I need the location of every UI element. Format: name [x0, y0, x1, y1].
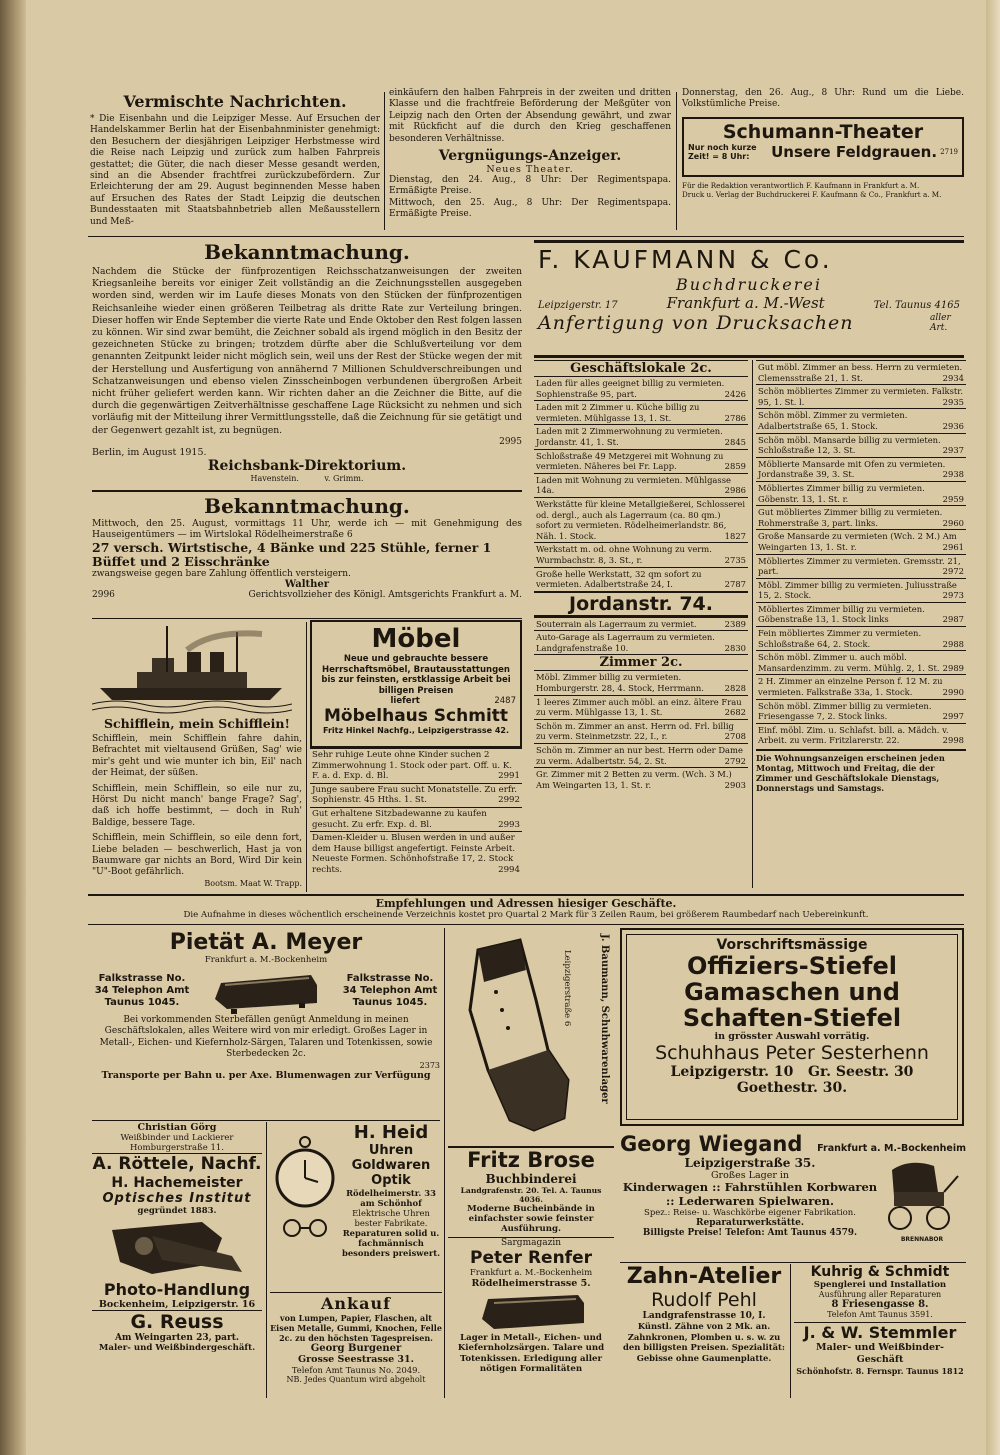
lokale-ad — [534, 424, 748, 448]
sesterhenn-l4: Schaften-Stiefel — [682, 1004, 902, 1032]
kuhrig-stemmler-column — [794, 1264, 966, 1398]
pietaet-city: Frankfurt a. M.-Bockenheim — [204, 955, 328, 965]
pram-illustration — [880, 1156, 964, 1236]
zimmer-col4-ad-number: 2937 — [942, 445, 964, 456]
small-ad — [310, 748, 522, 783]
column-rule — [444, 928, 445, 1128]
kaufmann-name: F. KAUFMANN & Co. — [538, 245, 833, 274]
poem-stanza-3: Schifflein, mein Schifflein, so eile denn fort, Liebe beladen — beschwerlich, Hast ja von Baumware gar nichts an Bord, Wird Dir kein "U"-Boot gefährlich. — [92, 833, 302, 878]
zimmer-col4-ad-number: 2959 — [942, 493, 964, 504]
small-ad — [310, 807, 522, 831]
renfer-addr: Rödelheimerstrasse 5. — [471, 1278, 591, 1289]
poem-block — [92, 622, 302, 894]
book-spine — [0, 0, 26, 1455]
bekanntmachung-number: 2995 — [499, 436, 522, 447]
stemmler-name: J. & W. Stemmler — [794, 1322, 966, 1342]
zimmer-col4-ad-number: 2972 — [942, 566, 964, 577]
pietaet-meyer-ad — [92, 930, 440, 1120]
column-rule — [266, 1122, 267, 1398]
zimmer-col4-ad — [756, 554, 966, 578]
zimmer-col4-ad-text: Gut möbliertes Zimmer billig zu vermieten. Rohmerstraße 3, part. links. — [758, 507, 943, 528]
pehl-zahn-atelier-ad — [620, 1264, 788, 1398]
theater-entry-2: Mittwoch, den 25. Aug., 8 Uhr: Der Regimentspapa. Ermäßigte Preise. — [389, 197, 671, 220]
lokale-ad — [534, 567, 748, 591]
col4-list — [756, 360, 966, 747]
theater-entry-1: Dienstag, den 24. Aug., 8 Uhr: Der Regimentspapa. Ermäßigte Preise. — [389, 175, 671, 197]
lokale-list — [534, 376, 748, 591]
wiegand-addr: Leipzigerstraße 35. — [684, 1156, 816, 1170]
zimmer-col4-ad-number: 2989 — [942, 662, 964, 673]
section-rule — [88, 236, 964, 237]
heid-extra: Elektrische Uhren bester Fabrikate. — [352, 1208, 430, 1228]
zimmer-col4-ad-number: 2973 — [942, 590, 964, 601]
moebelhaus-schmitt-ad — [310, 620, 522, 748]
lokale-ad-text: Große helle Werkstatt, 32 qm sofort zu vermieten. Adalbertstraße 24, I. — [536, 568, 702, 590]
small-ad — [310, 831, 522, 876]
zimmer-list — [534, 670, 748, 791]
section-rule — [88, 924, 964, 925]
zimmer-ad-number: 2792 — [724, 755, 746, 766]
zimmer-ad-text: 1 leeres Zimmer auch möbl. an einz. ältere Frau zu verm. Mühlgasse 13, 1. St. — [536, 696, 742, 718]
schumann-show: Unsere Feldgrauen. — [771, 142, 938, 161]
small-ad-text: Damen-Kleider u. Blusen werden in und außer dem Hause billigst angefertigt. Feinste Arbeit. Neueste Formen. Schönhofstraße 17, 2. Stock rechts. — [312, 833, 516, 875]
jordan-text: Souterrain als Lagerraum zu vermiet. — [536, 618, 697, 629]
zimmer-title: Zimmer 2c. — [534, 654, 748, 670]
heid-items: Uhren Goldwaren Optik — [351, 1143, 431, 1188]
zimmer-col4-ad — [756, 529, 966, 553]
kaufmann-sub: Buchdruckerei — [676, 275, 822, 294]
reuss-addr: Am Weingarten 23, part. — [114, 1333, 240, 1343]
impressum-2: Druck u. Verlag der Buchdruckerei F. Kaufmann & Co., Frankfurt a. M. — [682, 189, 942, 199]
renfer-name: Peter Renfer — [470, 1248, 592, 1268]
poem-stanza-1: Schifflein, mein Schifflein fahre dahin, Befrachtet mit vieltausend Grüßen, Sag' wie mir's geht und wie munter ich bin, Eil' nach der Heimat, der süßen. — [92, 734, 302, 779]
zimmer-col4-ad-text: Schön möbl. Zimmer zu vermieten. Adalbertstraße 65, 1. Stock. — [758, 410, 908, 431]
zimmer-col4-ad-text: Gut möbl. Zimmer an bess. Herrn zu vermieten. Clemensstraße 21, 1. St. — [758, 362, 963, 383]
small-ad — [310, 783, 522, 807]
page-edge — [986, 0, 1000, 1455]
zimmer-col4-ad-text: Schön möbliertes Zimmer zu vermieten. Falkstr. 95, 1. St. l. — [758, 386, 964, 407]
small-ad-number: 2992 — [498, 795, 520, 806]
wiegand-spez: Spez.: Reise- u. Waschkörbe eigener Fabrikation. — [644, 1208, 856, 1218]
stemmler-addr: Schönhofstr. 8. Fernspr. Taunus 1812 — [796, 1366, 964, 1376]
donnerstag-entry: Donnerstag, den 26. Aug., 8 Uhr: Rund um die Liebe. Volkstümliche Preise. — [682, 88, 964, 110]
section-rule — [270, 1292, 442, 1293]
geschaeftslokale-column — [534, 360, 748, 890]
small-ad-text: Sehr ruhige Leute ohne Kinder suchen 2 Zimmerwohnung 1. Stock oder part. Off. u. K. F. a. d. Exp. d. Bl. — [312, 750, 513, 782]
zimmer-col4-ad-text: Einf. möbl. Zim. u. Schlafst. bill. a. Mädch. v. Arbeit. zu verm. Fritzlarerstr. 22. — [758, 724, 949, 746]
bekanntmachung-place: Berlin, im August 1915. — [92, 446, 207, 458]
coffin-illustration-2 — [448, 1289, 608, 1333]
theater-name: Neues Theater. — [486, 164, 574, 176]
lokale-ad-text: Werkstätte für kleine Metallgießerei, Schlosserei od. dergl., auch als Lagerraum (ca. 80 qm.) sofort zu vermieten. Rödelheimerlandstr. 86, Näh. 1. Stock. — [536, 498, 746, 541]
baumann-name: J. Baumann, Schuhwarenlager — [599, 934, 610, 1104]
zimmer-col4-ad — [756, 674, 966, 698]
kuhrig-name: Kuhrig & Schmidt — [810, 1264, 950, 1280]
jordan-heading: Jordanstr. 74. — [534, 591, 748, 617]
heid-repair: Reparaturen solid u. fachmännisch besonders preiswert. — [341, 1228, 441, 1258]
garage-number: 2830 — [724, 642, 746, 653]
sesterhenn-l3: Gamaschen und — [684, 978, 900, 1006]
wiegand-city: Frankfurt a. M.-Bockenheim — [817, 1143, 966, 1154]
zimmer-col4-ad-text: 2 H. Zimmer an einzelne Person f. 12 M. zu vermieten. Falkstraße 33a, 1. Stock. — [758, 676, 943, 698]
section-rule — [88, 894, 964, 896]
stemmler-sub: Maler- und Weißbinder-Geschäft — [816, 1342, 944, 1365]
zimmer-col4-ad — [756, 505, 966, 529]
zimmer-col4-ad — [756, 699, 966, 723]
zimmer-ad — [534, 695, 748, 719]
moebel-address: Fritz Hinkel Nachfg., Leipzigerstrasse 42. — [322, 726, 510, 735]
pietaet-number: 2373 — [419, 1060, 440, 1070]
moebel-title: Möbel — [371, 624, 461, 654]
ankauf-addr: Grosse Seestrasse 31. — [298, 1354, 414, 1365]
zimmer-col4-ad — [756, 457, 966, 481]
roettele-column — [92, 1122, 262, 1398]
zimmer-col4-ad — [756, 723, 966, 747]
zimmer-col4-ad-text: Möbl. Zimmer billig zu vermieten. Juliusstraße 15, 2. Stock. — [758, 579, 957, 601]
zimmer-col4-ad — [756, 360, 966, 384]
sesterhenn-l2: Offiziers-Stiefel — [687, 952, 897, 980]
small-ad-text: Junge saubere Frau sucht Monatstelle. Zu erfr. Sophienstr. 45 Hths. 1. St. — [312, 784, 517, 806]
moebel-geliefert: liefert — [390, 696, 420, 706]
section-rule — [92, 618, 522, 619]
zimmer-col4-ad-number: 2990 — [942, 687, 964, 698]
lokale-ad — [534, 376, 748, 400]
baumann-address: Leipzigerstraße 6 — [562, 950, 572, 1027]
zimmer-col4-ad — [756, 408, 966, 432]
lokale-ad-number: 2786 — [724, 412, 746, 423]
jordan-ad — [534, 617, 748, 631]
bekanntmachung-versteigerung — [92, 494, 522, 616]
lokale-ad-text: Laden mit 2 Zimmerwohnung zu vermieten. Jordanstr. 41, 1. St. — [536, 426, 723, 447]
versteigerung-title: Bekanntmachung. — [204, 494, 410, 518]
vermischte-nachrichten — [90, 92, 380, 237]
vergnuegungs-column — [389, 88, 671, 236]
small-ad-number: 2994 — [498, 864, 520, 875]
column-rule — [384, 92, 385, 230]
zimmer-col4-ad-number: 2934 — [942, 372, 964, 383]
column-rule — [444, 1128, 445, 1398]
zimmer-col4-ad-number: 2936 — [942, 420, 964, 431]
zimmer-col4-ad — [756, 602, 966, 626]
lokale-ad — [534, 497, 748, 542]
kuhrig-tel: Telefon Amt Taunus 3591. — [827, 1310, 933, 1319]
lokale-ad-text: Laden mit Wohnung zu vermieten. Mühlgasse 14a. — [536, 474, 731, 496]
garage-ad — [534, 630, 748, 654]
poem-author: Bootsm. Maat W. Trapp. — [204, 878, 302, 888]
schumann-left: Nur noch kurze Zeit! = 8 Uhr: — [688, 142, 757, 161]
zimmer-col4-ad-number: 2987 — [942, 614, 964, 625]
zimmer-col4-ad-text: Möbliertes Zimmer billig zu vermieten. Göbenstr. 13, 1. St. r. — [758, 482, 925, 504]
zimmer-col4-ad-text: Fein möbliertes Zimmer zu vermieten. Schloßstraße 64, 2. Stock. — [758, 628, 922, 649]
kaufmann-buchdruckerei-ad — [534, 240, 964, 358]
lokale-ad-number: 2426 — [724, 388, 746, 399]
vermischte-text: * Die Eisenbahn und die Leipziger Messe. Auf Ersuchen der Handelskammer Berlin hat der Eisenbahnminister genehmigt: den Besuchern der diesjährigen Leipziger Herbstmesse wird die Reise nach Leipzig und zurück zum halben Fahrpreis gestattet; die Güter, die nach dieser Messe gesandt werden, sind an die Absender frachtfrei zurückzubefördern. Zur Erleichterung der am 29. August beginnenden Messe haben auf Ersuchen des Rates der Stadt Leipzig die deutschen Bundesstaaten mit Staatsbahnbetrieb allen Meßausstellern und Meß- — [90, 114, 380, 227]
small-ads-list — [310, 748, 522, 877]
roettele-owner: H. Hachemeister — [111, 1175, 243, 1191]
vergnuegungs-title: Vergnügungs-Anzeiger. — [438, 148, 622, 165]
zimmer-ad — [534, 670, 748, 694]
bekanntmachung-text: Nachdem die Stücke der fünfprozentigen Reichsschatzanweisungen der zweiten Kriegsanleihe bereits vor einiger Zeit vollständig an die Zeichnungsstellen ausgegeben worden sind, werden wir im Laufe dieses Monats von den Stücken der fünfprozentigen Reichsanleihe wieder einen größeren Teilbetrag als dritte Rate zur Verteilung bringen. Dieser hoffen wir Ende September die vierte Rate und Ende Oktober den Rest folgen lassen zu können. Wir sind zwar bemüht, die Zeichner sobald als irgend möglich in den Besitz der gezeichneten Stücke zu bringen; trotzdem dürfte aber die Schlußverteilung vor dem genannten Zeitpunkt leider nicht möglich sein, weil uns der Rest der Stücke wegen der mit der Herstellung und Ausfertigung von annähernd 7 Millionen Schuldverschreibungen und Schatzanweisungen und ebenso vielen Zinsscheinbogen verbundenen übergroßen Arbeit nicht früher geliefert werden kann. Wir richten daher an die Zeichner die Bitte, auf die durch die gegenwärtigen Zeitverhältnisse geschaffene Lage Rücksicht zu nehmen und sich vorläufig mit der Mitteilung ihrer Vermittlungsstelle, daß die Zeichnung für sie getätigt und der Gegenwert gezahlt ist, zu begnügen. — [92, 266, 522, 436]
section-rule — [620, 1262, 966, 1263]
vermischte-title: Vermischte Nachrichten. — [123, 92, 347, 111]
lokale-ad-number: 2735 — [724, 554, 746, 565]
wiegand-rep: Reparaturwerkstätte. — [695, 1218, 805, 1228]
ankauf-tel: Telefon Amt Taunus No. 2049. — [291, 1365, 421, 1375]
ankauf-nb: NB. Jedes Quantum wird abgeholt — [286, 1375, 426, 1384]
zimmer-ad-number: 2682 — [724, 707, 746, 718]
lokale-ad-number: 2845 — [724, 436, 746, 447]
roettele-name: A. Röttele, Nachf. — [92, 1154, 262, 1174]
sesterhenn-l6: Schuhhaus Peter Sesterhenn — [655, 1042, 929, 1064]
zimmer-col4-ad-number: 2988 — [942, 638, 964, 649]
kaufmann-tel: Tel. Taunus 4165 — [873, 300, 960, 311]
heid-addr: Rödelheimerstr. 33 am Schönhof — [346, 1188, 436, 1208]
empfehlungen-header — [88, 897, 964, 923]
brose-sub: Buchbinderei — [485, 1172, 577, 1186]
zimmer-ad-text: Möbl. Zimmer billig zu vermieten. Homburgerstr. 28, 4. Stock, Herrmann. — [536, 672, 704, 694]
versteigerung-role: Gerichtsvollzieher des Königl. Amtsgerichts Frankfurt a. M. — [248, 589, 522, 600]
lokale-ad — [534, 449, 748, 473]
wiegand-items: Kinderwagen :: Fahrstühlen Korbwaren :: Lederwaren Spielwaren. — [622, 1180, 878, 1208]
sesterhenn-l7: Leipzigerstr. 10 Gr. Seestr. 30 — [670, 1064, 914, 1080]
wiegand-lager: Großes Lager in — [710, 1170, 790, 1181]
bekanntmachung-title: Bekanntmachung. — [204, 240, 410, 264]
kuhrig-text: Ausführung aller Reparaturen — [818, 1290, 942, 1299]
goerg-text: Weißbinder und Lackierer Homburgerstraße 11. — [120, 1133, 234, 1153]
schumann-theater-ad — [682, 117, 964, 177]
ankauf-title: Ankauf — [320, 1294, 391, 1313]
battleship-illustration — [92, 622, 292, 714]
column-rule — [752, 360, 753, 888]
versteigerung-number: 2996 — [92, 589, 115, 600]
kaufmann-addr-left: Leipzigerstr. 17 — [538, 300, 618, 311]
wohnungs-note: Die Wohnungsanzeigen erscheinen jeden Montag, Mittwoch und Freitag, die der Zimmer und Geschäftslokale Dienstags, Donnerstags und Samstags. — [756, 749, 966, 793]
theater-column — [682, 88, 964, 236]
lokale-ad-number: 2787 — [724, 579, 746, 590]
continued-text: einkäufern den halben Fahrpreis in der zweiten und dritten Klasse und die frachtfreie Beförderung der Meßgüter von Leipzig nach den Orten der Absendung gewährt, und zwar mit Rückficht auf die durch den Krieg geschaffenen besonderen Verhältnisse. — [389, 88, 671, 144]
brose-name: Fritz Brose — [448, 1146, 614, 1172]
versteigerung-name: Walther — [284, 578, 330, 590]
heid-name: H. Heid — [353, 1122, 429, 1143]
brose-renfer-column — [448, 1146, 614, 1398]
zimmer-ad-number: 2828 — [724, 683, 746, 694]
sesterhenn-l8: Goethestr. 30. — [736, 1080, 848, 1096]
pehl-text: Künstl. Zähne von 2 Mk. an. Zahnkronen, Plomben u. s. w. zu den billigsten Preisen. Spezialität: Gebisse ohne Gaumenplatte. — [623, 1321, 785, 1363]
pietaet-foot: Transporte per Bahn u. per Axe. Blumenwagen zur Verfügung — [101, 1069, 431, 1081]
lokale-ad-text: Werkstatt m. od. ohne Wohnung zu verm. Wurmbachstr. 8, 3. St., r. — [536, 544, 712, 565]
zimmer-col4-ad-number: 2938 — [942, 469, 964, 480]
zimmer-ad — [534, 719, 748, 743]
jordan-number: 2389 — [724, 618, 746, 629]
photo-name: Photo-Handlung — [103, 1280, 251, 1299]
versteigerung-text: Mittwoch, den 25. August, vormittags 11 Uhr, werde ich — mit Genehmigung des Hauseigentümers — im Wirtslokal Rödelheimerstraße 6 — [92, 518, 522, 541]
sesterhenn-ad — [620, 928, 964, 1126]
zimmer-col4-ad — [756, 384, 966, 408]
renfer-city: Frankfurt a. M.-Bockenheim — [469, 1268, 593, 1278]
pietaet-text: Bei vorkommenden Sterbefällen genügt Anmeldung in meinen Geschäftslokalen, alles Weitere wird von mir erledigt. Großes Lager in Metall-, Eichen- und Kiefernholz-Särgen, Talaren und Totenkissen, sowie Sterbedecken 2c. — [99, 1015, 433, 1060]
camera-illustration — [92, 1216, 262, 1280]
zimmer-col4-ad — [756, 626, 966, 650]
small-ad-text: Gut erhaltene Sitzbadewanne zu kaufen gesucht. Zu erfr. Exp. d. Bl. — [312, 808, 487, 830]
section-rule — [92, 490, 522, 492]
zimmer-ad — [534, 767, 748, 791]
heid-ad — [270, 1122, 442, 1292]
kaufmann-slogan: Anfertigung von Drucksachen — [538, 312, 854, 334]
pietaet-left: Falkstrasse No. 34 Telephon Amt Taunus 1045. — [94, 973, 190, 1008]
pietaet-right: Falkstrasse No. 34 Telephon Amt Taunus 1045. — [342, 973, 438, 1008]
lokale-ad — [534, 400, 748, 424]
empfehlungen-title: Empfehlungen und Adressen hiesiger Geschäfte. — [375, 897, 677, 910]
zimmer-col4-ad-text: Schön möbl. Zimmer u. auch möbl. Mansardenzimm. zu verm. Mühlg. 2, 1. St. — [758, 652, 940, 673]
zimmer-col4-ad-number: 2998 — [942, 735, 964, 746]
column-rule — [790, 1264, 791, 1398]
kaufmann-aller: aller Art. — [930, 313, 951, 333]
zimmer-col4-ad — [756, 481, 966, 505]
pehl-title: Zahn-Atelier — [626, 1264, 782, 1289]
zimmer-col4-ad-text: Große Mansarde zu vermieten (Wch. 2 M.) Am Weingarten 13, 1. St. r. — [758, 531, 957, 552]
column-rule — [676, 92, 677, 230]
moebel-text: Neue und gebrauchte bessere Herrschaftsmöbel, Brautausstattungen bis zur feinsten, erstklassige Arbeit bei billigen Preisen — [321, 654, 511, 696]
kuhrig-sub: Spenglerei und Installation — [813, 1280, 947, 1290]
section-rule — [92, 1120, 440, 1121]
renfer-sub: Sargmagazin — [448, 1237, 614, 1248]
lokale-ad-number: 1827 — [724, 530, 746, 541]
ankauf-text: von Lumpen, Papier, Flaschen, alt Eisen Metalle, Gummi, Knochen, Felle 2c. zu den höchsten Tagespreisen. — [270, 1313, 442, 1343]
impressum-1: Für die Redaktion verantwortlich F. Kaufmann in Frankfurt a. M. — [682, 180, 920, 190]
zimmer-ad-number: 2708 — [724, 731, 746, 742]
wiegand-brand: BRENNABOR — [900, 1236, 944, 1243]
zimmer-col4-ad — [756, 650, 966, 674]
pocket-watch-illustration — [272, 1132, 338, 1240]
lokale-ad — [534, 473, 748, 497]
sesterhenn-l1: Vorschriftsmässige — [716, 937, 868, 953]
lokale-ad-number: 2986 — [724, 485, 746, 496]
column-rule — [306, 622, 307, 892]
zimmer-col4-ad-number: 2961 — [942, 541, 964, 552]
pietaet-title: Pietät A. Meyer — [169, 930, 363, 955]
zimmer-col4-ad-number: 2997 — [942, 711, 964, 722]
reuss-name: G. Reuss — [92, 1310, 262, 1333]
schumann-title: Schumann-Theater — [722, 120, 924, 143]
ankauf-name: Georg Burgener — [310, 1343, 402, 1354]
wiegand-ad — [620, 1132, 966, 1262]
small-ad-number: 2991 — [498, 771, 520, 782]
kaufmann-addr-mid: Frankfurt a. M.-West — [666, 294, 825, 312]
zimmer-col4-ad-text: Möblierte Mansarde mit Ofen zu vermieten. Jordanstraße 39, 3. St. — [758, 458, 946, 480]
poem-title: Schifflein, mein Schifflein! — [103, 716, 290, 731]
photo-addr: Bockenheim, Leipzigerstr. 16 — [98, 1299, 256, 1310]
zimmer-col4-ad-text: Schön möbl. Zimmer billig zu vermieten. Friesengasse 7, 2. Stock links. — [758, 700, 932, 722]
bekanntmachung-reichsbank — [92, 240, 522, 490]
lokale-ad-text: Laden mit 2 Zimmer u. Küche billig zu vermieten. Mühlgasse 13, 1. St. — [536, 402, 700, 423]
wiegand-tel: Billigste Preise! Telefon: Amt Taunus 4579. — [642, 1228, 858, 1238]
reichsbank-names: Havenstein. v. Grimm. — [250, 473, 364, 483]
zimmer-ad — [534, 743, 748, 767]
pehl-name: Rudolf Pehl — [651, 1289, 757, 1311]
roettele-sub: Optisches Institut — [102, 1191, 252, 1206]
zimmer-column — [756, 360, 966, 890]
goerg-name: Christian Görg — [137, 1122, 217, 1133]
zimmer-col4-ad-text: Möbliertes Zimmer billig zu vermieten. Göbenstraße 13, 1. Stock links — [758, 603, 925, 625]
baumann-shoe-ad — [448, 930, 614, 1142]
zimmer-col4-ad-text: Möbliertes Zimmer zu vermieten. Gremsstr. 21, part. — [758, 555, 961, 577]
moebel-number: 2487 — [494, 696, 516, 706]
lokale-title: Geschäftslokale 2c. — [534, 360, 748, 376]
zimmer-col4-ad — [756, 578, 966, 602]
pehl-addr: Landgrafenstrasse 10, I. — [642, 1311, 766, 1321]
renfer-foot: Lager in Metall-, Eichen- und Kiefernholzsärgen. Talare und Totenkissen. Erledigung aller nötigen Formalitäten — [457, 1333, 605, 1375]
moebel-name: Möbelhaus Schmitt — [323, 706, 509, 726]
zimmer-col4-ad — [756, 433, 966, 457]
zimmer-ad-number: 2903 — [724, 779, 746, 790]
zimmer-ad-text: Gr. Zimmer mit 2 Betten zu verm. (Wch. 3 M.) Am Weingarten 13, 1. St. r. — [536, 769, 732, 790]
zimmer-ad-text: Schön m. Zimmer an nur best. Herrn oder Dame zu verm. Adalbertstr. 54, 2. St. — [536, 745, 743, 766]
zimmer-ad-text: Schön m. Zimmer an anst. Herrn od. Frl. billig zu verm. Steinmetzstr. 22, I., r. — [536, 720, 734, 742]
zimmer-col4-ad-number: 2960 — [942, 517, 964, 528]
empfehlungen-sub: Die Aufnahme in dieses wöchentlich erscheinende Verzeichnis kostet pro Quartal 2 Mark für 3 Zeilen Raum, bei größerem Raumbedarf nach Uebereinkunft. — [183, 910, 869, 920]
versteigerung-items: 27 versch. Wirtstische, 4 Bänke und 225 Stühle, ferner 1 Büffet und 2 Eisschränke — [92, 539, 492, 569]
brose-addr: Landgrafenstr. 20. Tel. A. Taunus 4036. — [460, 1186, 602, 1204]
coffin-illustration — [211, 967, 321, 1015]
ankauf-ad — [270, 1294, 442, 1398]
sesterhenn-l5: in grösster Auswahl vorrätig. — [714, 1031, 870, 1042]
zimmer-col4-ad-text: Schön möbl. Mansarde billig zu vermieten. Schloßstraße 12, 3. St. — [758, 434, 941, 456]
versteigerung-end: zwangsweise gegen bare Zahlung öffentlich versteigern. — [92, 568, 351, 579]
reichsbank-signature: Reichsbank-Direktorium. — [207, 457, 407, 474]
lokale-ad-text: Schloßstraße 49 Metzgerei mit Wohnung zu vermieten. Näheres bei Fr. Lapp. — [536, 450, 724, 472]
brose-text: Moderne Bucheinbände in einfachster sowie feinster Ausführung. — [467, 1204, 595, 1234]
reuss-text: Maler- und Weißbindergeschäft. — [98, 1343, 256, 1353]
wiegand-name: Georg Wiegand — [620, 1132, 803, 1156]
poem-stanza-2: Schifflein, mein Schifflein, so eile nur zu, Hörst Du nicht manch' bange Frage? Sag', daß ich hoffe bestimmt, — doch in Ruh' Baldige, bessere Tage. — [92, 783, 302, 828]
lokale-ad-text: Laden für alles geeignet billig zu vermieten. Sophienstraße 95, part. — [536, 378, 725, 399]
lokale-ad — [534, 542, 748, 566]
roettele-since: gegründet 1883. — [137, 1206, 217, 1216]
garage-text: Auto-Garage als Lagerraum zu vermieten. Landgrafenstraße 10. — [536, 632, 715, 653]
small-ad-number: 2993 — [498, 819, 520, 830]
lokale-ad-number: 2859 — [724, 461, 746, 472]
moebel-column — [310, 620, 522, 890]
kuhrig-addr: 8 Friesengasse 8. — [831, 1299, 929, 1310]
zimmer-col4-ad-number: 2935 — [942, 396, 964, 407]
schumann-number: 2719 — [940, 147, 958, 156]
